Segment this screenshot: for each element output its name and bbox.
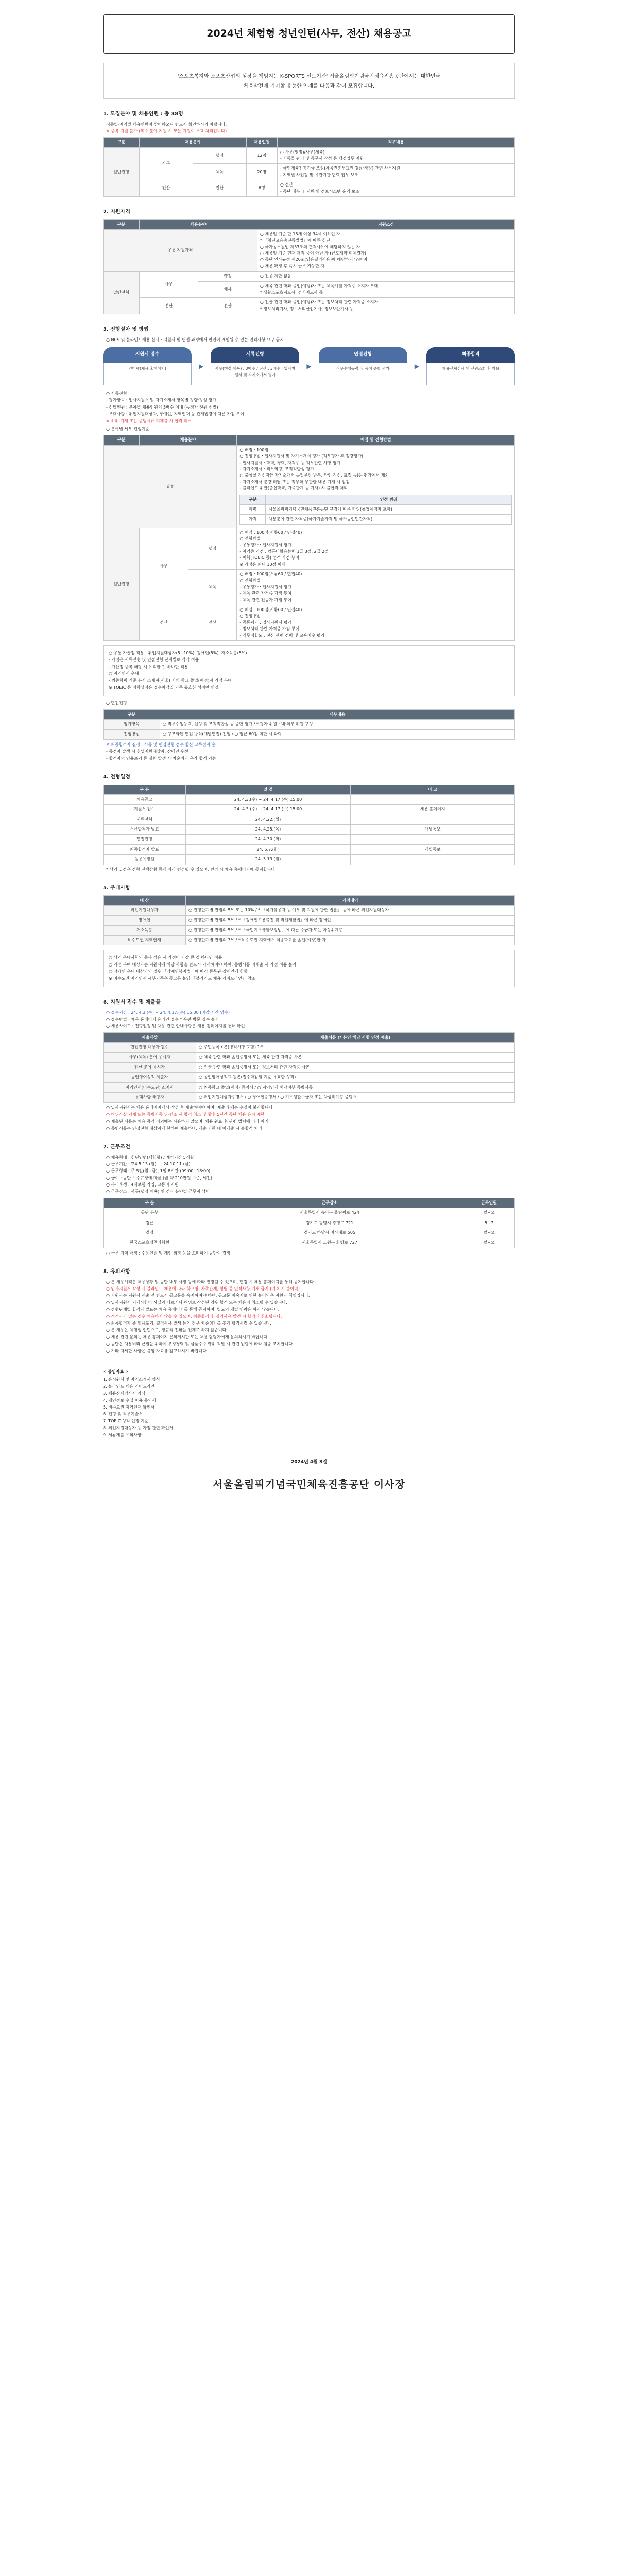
cell: 6명 <box>246 180 277 197</box>
cell: ○ 배점 : 100점 ○ 전형방법 : 입사지원서 및 자기소개서 평가 (적부평가 후 정량평가) - 입사지원서 : 학력, 경력, 자격증 등 직무관련 사항 평가 - 자기소개서 : 직무역량, 조직적합성 평가 ○ 불성실 작성자(* 자기소개서 동일문장 반복, 타인 작성, 표절 등)는 평가에서 제외 - 자기소개서 분량 미달 또는 직무와 무관한 내용 기재 시 감점 - 블라인드 위반(출신학교, 가족관계 등 기재) 시 불합격 처리 구분 인정 범위 학력 서울올림픽기념국민체육진흥공단 규정에 따른 학위(졸업예정자 포함) 자격 채용분야 관련 자격증(국가기술자격 및 국가공인민간자격) <box>237 445 515 528</box>
appendix-title: < 붙임자료 > <box>103 1369 129 1374</box>
cell: 20명 <box>246 164 277 180</box>
cell: ○ 전산 관련 학과 졸업(예정)자 또는 정보처리 관련 자격증 소지자 * 정보처리기사, 정보처리산업기사, 정보보안기사 등 <box>257 298 514 314</box>
warning-note: ※ 중복 지원 불가 (복수 분야 지원 시 모든 지원이 무효 처리됩니다) <box>106 128 227 133</box>
cell: 사무 <box>140 272 198 298</box>
section-heading: 1. 모집분야 및 채용인원 : 총 38명 <box>103 111 183 117</box>
col-header: 채용분야 <box>140 138 247 147</box>
attachment-link[interactable]: 6. 전형 및 직무기술서 <box>103 1412 143 1417</box>
section-heading: 3. 전형절차 및 방법 <box>103 327 149 333</box>
recruitment-table <box>103 137 515 197</box>
cell: - 국민체육진흥기금 조성(체육진흥투표권·경륜·경정) 관련 사무지원 - 지역별 사업장 및 유관기관 협력 업무 보조 <box>277 164 514 180</box>
worksite-table: 구 분 근무장소 근무인원 공단 본부 서울특별시 송파구 올림픽로 424 필~요 경륜 경기도 광명시 광명로 721 5~7 경정 경기도 하남시 미사대로 505 필~요 한국스포츠정책과학원 서울특별시 노원구 화랑로 727 필~요 <box>103 1198 515 1248</box>
section-heading: 5. 우대사항 <box>103 885 130 891</box>
table-row: 경륜 경기도 광명시 광명로 721 5~7 <box>104 1218 515 1228</box>
intro-box <box>103 63 515 99</box>
section-conditions: 7. 근무조건 ○ 채용형태 : 청년인턴(체험형) / 계약기간 5개월 ○ 근무기간 : '24.5.13.(월) ~ '24.10.11.(금) ○ 근무형태 : 주 5일(월~금), 1일 8시간 (09:00~18:00) ○ 급여 : 공단 보수규정에 따름 (월 약 210만원 수준, 세전) ○ 복리후생 : 4대보험 가입, 교통비 지원 ○ 근무장소 : 사무(행정·체육) 및 전산 분야별 근무지 상이 구 분 근무장소 근무인원 공단 본부 서울특별시 송파구 올림픽로 424 필~요 경륜 경기도 광명시 광명로 721 5~7 경정 경기도 하남시 미사대로 505 필~요 한국스포츠정책과학원 서울특별시 노원구 화랑로 727 필~요 ○ 근무 지역 배정 : 수용인원 및 개인 희망 등을 고려하여 공단이 결정 <box>103 1143 515 1257</box>
recognition-subtable: 구분 인정 범위 학력 서울올림픽기념국민체육진흥공단 규정에 따른 학위(졸업예정자 포함) 자격 채용분야 관련 자격증(국가기술자격 및 국가공인민간자격) <box>239 495 512 525</box>
table-row: 채용공고 24. 4.3.(수) ~ 24. 4.17.(수) 15:00 <box>104 794 515 804</box>
col-header: 직무내용 <box>277 138 514 147</box>
cell: 전산 <box>193 180 246 197</box>
table-row: 한국스포츠정책과학원 서울특별시 노원구 화랑로 727 필~요 <box>104 1238 515 1248</box>
cell: 공통 지원자격 <box>104 229 258 271</box>
table-row: 공단 본부 서울특별시 송파구 올림픽로 424 필~요 <box>104 1208 515 1218</box>
cell: 일반전형 <box>104 272 140 314</box>
col-header: 구분 <box>104 219 140 229</box>
issuer-name: 서울올림픽기념국민체육진흥공단 이사장 <box>213 1478 405 1490</box>
section-process: 3. 전형절차 및 방법 ○ NCS 및 블라인드채용 실시 : 지원서 및 면접 과정에서 편견이 개입될 수 있는 인적사항 요구 금지 지원서 접수 인터넷(채용 홈페이지) ▶ 서류전형 사무(행정·체육) : 3배수 / 전산 : 3배수 · 입사지원서 및 자기소개서 평가 ▶ 면접전형 직무수행능력 및 품성 종합 평가 ▶ 최종합격 채용신체검사 및 신원조회 후 임용 ○ 서류전형 - 평가항목 : 입사지원서 및 자기소개서 항목별 정량·정성 평가 - 선발인원 : 분야별 채용인원의 3배수 이내 (동점자 전원 선발) - 우대사항 : 취업지원대상자, 장애인, 지역인재 등 관계법령에 따른 가점 부여 ※ 허위 기재 또는 증빙서류 미제출 시 합격 취소 ○ 분야별 세부 전형기준 구분 채용분야 배점 및 전형방법 공통 ○ 배점 : 100점 ○ 전형방법 : 입사지원서 및 자기소개서 평가 (적부평가 후 정량평가) - 입사지원서 : 학력, 경력, 자격증 등 직무관련 사항 평가 - 자기소개서 : 직무역량, 조직적합성 평가 ○ 불성실 작성자(* 자기소개서 동일문장 반복, 타인 작성, 표절 등)는 평가에서 제외 - 자기소개서 분량 미달 또는 직무와 무관한 내용 기재 시 감점 - 블라인드 위반(출신학교, 가족관계 등 기재) 시 불합격 처리 구분 인정 범위 학력 서울올림픽기념국민체육진흥공단 규정에 따른 학위(졸업예정자 포함) 자격 채용분야 관련 자격증(국가기술자격 및 국가공인민간자격) 일반전형 사무 행정 ○ 배점 : 100점(서류60 / 면접40) ○ 전형방법 - 공통평가 : 입사지원서 평가 - 자격증 가점 : 컴퓨터활용능력 1급 3점, 2급 2점 - 어학(TOEIC 등) 성적 가점 부여 ※ 가점은 최대 10점 이내 체육 ○ 배점 : 100점(서류60 / 면접40) ○ 전형방법 - 공통평가 : 입사지원서 평가 - 체육 관련 자격증 가점 부여 - 체육 관련 전공자 가점 부여 전산 전산 ○ 배점 : 100점(서류60 / 면접40) ○ 전형방법 - 공통평가 : 입사지원서 평가 - 정보처리 관련 자격증 가점 부여 - 직무적합도 : 전산 관련 경력 및 교육이수 평가 ○ 공통 가산점 적용 : 취업지원대상자(5~10%), 장애인(5%), 저소득층(5%) - 가점은 서류전형 및 면접전형 단계별로 각각 적용 - 가산점 중복 해당 시 유리한 것 하나만 적용 ○ 지역인재 우대 - 최종학력 기준 본사 소재지(서울) 지역 학교 졸업(예정)자 가점 부여 ※ TOEIC 등 어학성적은 접수마감일 기준 유효한 성적만 인정 ○ 면접전형 구분 세부내용 평가항목 ○ 직무수행능력, 인성 및 조직적합성 등 종합 평가 / * 평가 위원 : 내·외부 위원 구성 전형방법 ○ 구조화된 면접 방식(개별면접) 진행 / ○ 평균 60점 미만 시 과락 ※ 최종합격자 결정 : 서류 및 면접전형 점수 합산 고득점자 순 - 동점자 발생 시 취업지원대상자, 장애인 우선 - 합격자의 임용포기 등 결원 발생 시 차순위자 추가 합격 가능 <box>103 326 515 762</box>
cell: 전산 <box>140 298 198 314</box>
section-heading: 2. 지원자격 <box>103 209 130 215</box>
arrow-right-icon: ▶ <box>414 362 419 370</box>
schedule-table: 구 분 일 정 비 고 채용공고 24. 4.3.(수) ~ 24. 4.17.(수) 15:00 지원서 접수 24. 4.3.(수) ~ 24. 4.17.(수) 15:00 채용 홈페이지 서류전형 24. 4.22.(월) 서류합격자 발표 24. 4.25.(목) 개별통보 면접전형 24. 4.30.(화) 최종합격자 발표 24. 5.7.(화) 개별통보 임용예정일 24. 5.13.(월) <box>103 785 515 865</box>
flow-step: 면접전형 직무수행능력 및 품성 종합 평가 <box>319 347 407 385</box>
col-header: 구분 <box>104 435 140 445</box>
section-eligibility <box>103 208 515 314</box>
arrow-right-icon: ▶ <box>199 362 204 370</box>
cell: 체육 <box>198 281 257 298</box>
notice-list: ○ 본 채용계획은 채용상황 및 공단 내부 사정 등에 따라 변경될 수 있으며, 변경 시 채용 홈페이지를 통해 공지합니다. ○ 입사지원서 작성 시 블라인드 채용에 따라 학교명, 가족관계, 성별 등 인적사항 기재 금지 (기재 시 불이익) ○ 지원자는 지원서 제출 전 반드시 공고문을 숙지하여야 하며, 공고문 미숙지로 인한 불이익은 지원자 책임입니다. ○ 입사지원서 기재사항이 사실과 다르거나 허위로 작성된 경우 합격 또는 채용이 취소될 수 있습니다. ○ 전형단계별 합격자 발표는 채용 홈페이지를 통해 공지하며, 별도의 개별 연락은 하지 않습니다. ○ 적격자가 없는 경우 채용하지 않을 수 있으며, 최종합격 후 결격사유 발견 시 합격이 취소됩니다. ○ 최종합격자 중 임용포기, 결격사유 발생 등의 경우 차순위자를 추가 합격시킬 수 있습니다. ○ 본 채용은 체험형 인턴으로, 정규직 전환을 전제로 하지 않습니다. ○ 채용 관련 문의는 채용 홈페이지 문의게시판 또는 채용 담당자에게 문의하시기 바랍니다. ○ 공단은 채용비리 근절을 위하여 부정청탁 및 금품수수 행위 적발 시 관련 법령에 따라 엄중 조치합니다. ○ 기타 자세한 사항은 붙임 자료를 참고하시기 바랍니다. <box>106 1279 315 1353</box>
cell: ○ 배점 : 100점(서류60 / 면접40) ○ 전형방법 - 공통평가 : 입사지원서 평가 - 자격증 가점 : 컴퓨터활용능력 1급 3점, 2급 2점 - 어학(TOEIC 등) 성적 가점 부여 ※ 가점은 최대 10점 이내 <box>237 528 515 569</box>
table-row: 경정 경기도 하남시 미사대로 505 필~요 <box>104 1228 515 1238</box>
preferences-table: 대 상 가점내역 취업지원대상자 ○ 전형단계별 만점의 5% 또는 10% / * 「국가유공자 등 예우 및 지원에 관한 법률」 등에 따른 취업지원대상자 장애인 ○ 전형단계별 만점의 5% / * 「장애인고용촉진 및 직업재활법」에 따른 장애인 저소득층 ○ 전형단계별 만점의 5% / * 「국민기초생활보장법」에 따른 수급자 또는 차상위계층 비수도권 지역인재 ○ 전형단계별 만점의 3% / * 비수도권 지역에서 최종학교를 졸업(예정)한 자 <box>103 895 515 946</box>
process-flow <box>103 347 515 385</box>
section-heading: 6. 지원서 접수 및 제출물 <box>103 999 161 1006</box>
bullet: 직종별·지역별 채용인원이 상이하오니 반드시 확인하시기 바랍니다. <box>106 122 227 127</box>
section-recruitment <box>103 110 515 197</box>
cell: 전산 <box>140 180 193 197</box>
table-row: 임용예정일 24. 5.13.(월) <box>104 855 515 865</box>
attachment-link[interactable]: 2. 블라인드 채용 가이드라인 <box>103 1384 155 1389</box>
cell: 사무 <box>140 147 193 180</box>
cell: 행정 <box>188 528 237 569</box>
table-row: 서류합격자 발표 24. 4.25.(목) 개별통보 <box>104 825 515 835</box>
intro-line-1: '스포츠복지와 스포츠산업의 성장을 책임지는 K-SPORTS 선도기관' 서울올림픽기념국민체육진흥공단에서는 대한민국 <box>177 74 441 79</box>
notice-document <box>103 14 515 1493</box>
cell: ○ 사무(행정)/사무(체육) - 기록물 관리 및 공문서 작성 등 행정업무 지원 <box>277 147 514 164</box>
cell: 행정 <box>193 147 246 164</box>
sub-heading: ○ 분야별 세부 전형기준 <box>106 426 150 431</box>
cell: ○ 체육 관련 학과 졸업(예정)자 또는 체육계열 자격증 소지자 우대 * 생활스포츠지도사, 경기지도사 등 <box>257 281 514 298</box>
col-header: 채용인원 <box>246 138 277 147</box>
attachment-link[interactable]: 9. 서류제출 유의사항 <box>103 1432 142 1437</box>
notice-date: 2024년 4월 3일 <box>291 1459 327 1465</box>
attachment-link[interactable]: 3. 채용신체검사서 양식 <box>103 1391 146 1396</box>
cell: 전산 <box>188 605 237 640</box>
section-notices <box>103 1268 515 1354</box>
appendix-list <box>103 1369 515 1438</box>
col-header: 구분 <box>104 709 160 719</box>
col-header: 배점 및 전형방법 <box>237 435 515 445</box>
section-heading: 4. 전형일정 <box>103 774 130 780</box>
section-application: 6. 지원서 접수 및 제출물 ○ 접수기간 : 24. 4.3.(수) ~ 24. 4.17.(수) 15:00 (마감 시간 엄수) ○ 접수방법 : 채용 홈페이지 온라인 접수 * 우편·방문 접수 불가 ○ 채용사이트 : 전형일정 및 채용 관련 안내사항은 채용 홈페이지를 통해 확인 제출대상 제출서류 (* 본인 해당 사항 인정 제출) 면접전형 대상자 필수 ○ 주민등록초본(병적사항 포함) 1부 사무(체육) 분야 응시자 ○ 체육 관련 학과 졸업증명서 또는 체육 관련 자격증 사본 전산 분야 응시자 ○ 전산 관련 학과 졸업증명서 또는 정보처리 관련 자격증 사본 공인영어성적 제출자 ○ 공인영어성적표 원본(접수마감일 기준 유효한 성적) 지역인재(비수도권) 소지자 ○ 최종학교 졸업(예정) 증명서 / ○ 지역인재 해당여부 증빙서류 우대사항 해당자 ○ 취업지원대상자증명서 / ○ 장애인증명서 / ○ 기초생활수급자 또는 차상위계층 증명서 ○ 입사지원서는 채용 홈페이지에서 작성 후 제출하여야 하며, 제출 후에는 수정이 불가합니다. ○ 허위사실 기재 또는 증빙서류 위·변조 시 합격 취소 및 향후 5년간 공단 채용 응시 제한 ○ 제출된 서류는 채용 목적 이외에는 사용하지 않으며, 채용 완료 후 관련 법령에 따라 파기 ○ 증빙서류는 면접전형 대상자에 한하여 제출하며, 제출 기한 내 미제출 시 불합격 처리 <box>103 998 515 1132</box>
cell: ○ 전산 - 공단 내부 IT 지원 및 정보시스템 운영 보조 <box>277 180 514 197</box>
eligibility-table <box>103 219 515 315</box>
attachment-link[interactable]: 5. 비수도권 지역인재 확인서 <box>103 1404 155 1410</box>
cell: 사무 <box>140 528 188 605</box>
cell: ○ 배점 : 100점(서류60 / 면접40) ○ 전형방법 - 공통평가 : 입사지원서 평가 - 정보처리 관련 자격증 가점 부여 - 직무적합도 : 전산 관련 경력 및 교육이수 평가 <box>237 605 515 640</box>
sub-heading: ○ 면접전형 <box>106 701 127 706</box>
footer <box>103 1459 515 1493</box>
cell: 12명 <box>246 147 277 164</box>
page-title: 2024년 체험형 청년인턴(사무, 전산) 채용공고 <box>103 14 515 54</box>
criteria-table <box>103 435 515 641</box>
table-row: 서류전형 24. 4.22.(월) <box>104 815 515 824</box>
cell: 행정 <box>198 272 257 281</box>
table-row: 면접전형 24. 4.30.(화) <box>104 835 515 844</box>
cell: ○ 배점 : 100점(서류60 / 면접40) ○ 전형방법 - 공통평가 : 입사지원서 평가 - 체육 관련 자격증 가점 부여 - 체육 관련 전공자 가점 부여 <box>237 570 515 605</box>
flow-step: 서류전형 사무(행정·체육) : 3배수 / 전산 : 3배수 · 입사지원서 및 자기소개서 평가 <box>211 347 299 385</box>
attachment-link[interactable]: 7. TOEIC 성적 인정 기준 <box>103 1418 149 1423</box>
cell: 체육 <box>193 164 246 180</box>
cell: 체육 <box>188 570 237 605</box>
cell: 공통 <box>104 445 237 528</box>
cell: ○ 전공 제한 없음 <box>257 272 514 281</box>
section-schedule: 4. 전형일정 구 분 일 정 비 고 채용공고 24. 4.3.(수) ~ 24. 4.17.(수) 15:00 지원서 접수 24. 4.3.(수) ~ 24. 4.17.(수) 15:00 채용 홈페이지 서류전형 24. 4.22.(월) 서류합격자 발표 24. 4.25.(목) 개별통보 면접전형 24. 4.30.(화) 최종합격자 발표 24. 5.7.(화) 개별통보 임용예정일 24. 5.13.(월) * 상기 일정은 전형 진행상황 등에 따라 변경될 수 있으며, 변경 시 채용 홈페이지에 공지합니다. <box>103 773 515 873</box>
col-header: 지원조건 <box>257 219 514 229</box>
notes-box: ○ 상기 우대사항의 중복 적용 시 가점이 가장 큰 것 하나만 적용 ○ 가점 부여 대상자는 지원서에 해당 사항을 반드시 기재하여야 하며, 증빙서류 미제출 시 가점 적용 불가 ○ 장애인 우대 대상자의 경우 「장애인복지법」에 따라 등록된 장애인에 한함 ※ 비수도권 지역인재 세부기준은 공고문 붙임 「블라인드 채용 가이드라인」 참조 <box>103 950 515 987</box>
col-header: 채용분야 <box>140 435 237 445</box>
flow-step: 지원서 접수 인터넷(채용 홈페이지) <box>103 347 192 385</box>
cell: 전산 <box>140 605 188 640</box>
cell: 일반전형 <box>104 528 140 640</box>
documents-table: 제출대상 제출서류 (* 본인 해당 사항 인정 제출) 면접전형 대상자 필수 ○ 주민등록초본(병적사항 포함) 1부 사무(체육) 분야 응시자 ○ 체육 관련 학과 졸업증명서 또는 체육 관련 자격증 사본 전산 분야 응시자 ○ 전산 관련 학과 졸업증명서 또는 정보처리 관련 자격증 사본 공인영어성적 제출자 ○ 공인영어성적표 원본(접수마감일 기준 유효한 성적) 지역인재(비수도권) 소지자 ○ 최종학교 졸업(예정) 증명서 / ○ 지역인재 해당여부 증빙서류 우대사항 해당자 ○ 취업지원대상자증명서 / ○ 장애인증명서 / ○ 기초생활수급자 또는 차상위계층 증명서 <box>103 1032 515 1103</box>
flow-step: 최종합격 채용신체검사 및 신원조회 후 임용 <box>426 347 515 385</box>
col-header: 채용분야 <box>140 219 258 229</box>
cell: 일반전형 <box>104 147 140 196</box>
col-header: 세부내용 <box>160 709 515 719</box>
table-row: 지원서 접수 24. 4.3.(수) ~ 24. 4.17.(수) 15:00 채용 홈페이지 <box>104 805 515 815</box>
section-heading: 8. 유의사항 <box>103 1269 130 1275</box>
notes-box: ○ 공통 가산점 적용 : 취업지원대상자(5~10%), 장애인(5%), 저소득층(5%) - 가점은 서류전형 및 면접전형 단계별로 각각 적용 - 가산점 중복 해당 시 유리한 것 하나만 적용 ○ 지역인재 우대 - 최종학력 기준 본사 소재지(서울) 지역 학교 졸업(예정)자 가점 부여 ※ TOEIC 등 어학성적은 접수마감일 기준 유효한 성적만 인정 <box>103 645 515 696</box>
attachment-link[interactable]: 8. 취업지원대상자 등 가점 관련 확인서 <box>103 1426 174 1431</box>
col-header: 구분 <box>104 138 140 147</box>
cell: ○ 채용일 기준 만 15세 이상 34세 이하인 자 * 「청년고용촉진특별법」에 따른 청년 ○ 국가공무원법 제33조의 결격사유에 해당하지 않는 자 ○ 채용일 기준 현재 재직 중이 아닌 자 (근로계약 미체결자) ○ 공단 인사규정 제20조(임용결격사유)에 해당하지 않는 자 ○ 채용 확정 후 즉시 근무 가능한 자 <box>257 229 514 271</box>
attachment-link[interactable]: 4. 개인정보 수집·이용 동의서 <box>103 1398 156 1403</box>
section-preferences <box>103 884 515 987</box>
arrow-right-icon: ▶ <box>306 362 312 370</box>
sub-heading: ○ 서류전형 <box>106 391 127 396</box>
intro-line-2: 체육발전에 기여할 유능한 인재를 다음과 같이 모집합니다. <box>243 83 375 89</box>
table-row: 최종합격자 발표 24. 5.7.(화) 개별통보 <box>104 844 515 854</box>
bullet: ○ NCS 및 블라인드채용 실시 : 지원서 및 면접 과정에서 편견이 개입될 수 있는 인적사항 요구 금지 <box>106 337 284 342</box>
attachment-link[interactable]: 1. 응시원서 및 자기소개서 양식 <box>103 1377 160 1382</box>
interview-table: 구분 세부내용 평가항목 ○ 직무수행능력, 인성 및 조직적합성 등 종합 평가 / * 평가 위원 : 내·외부 위원 구성 전형방법 ○ 구조화된 면접 방식(개별면접) 진행 / ○ 평균 60점 미만 시 과락 <box>103 709 515 740</box>
section-heading: 7. 근무조건 <box>103 1144 130 1150</box>
cell: 전산 <box>198 298 257 314</box>
